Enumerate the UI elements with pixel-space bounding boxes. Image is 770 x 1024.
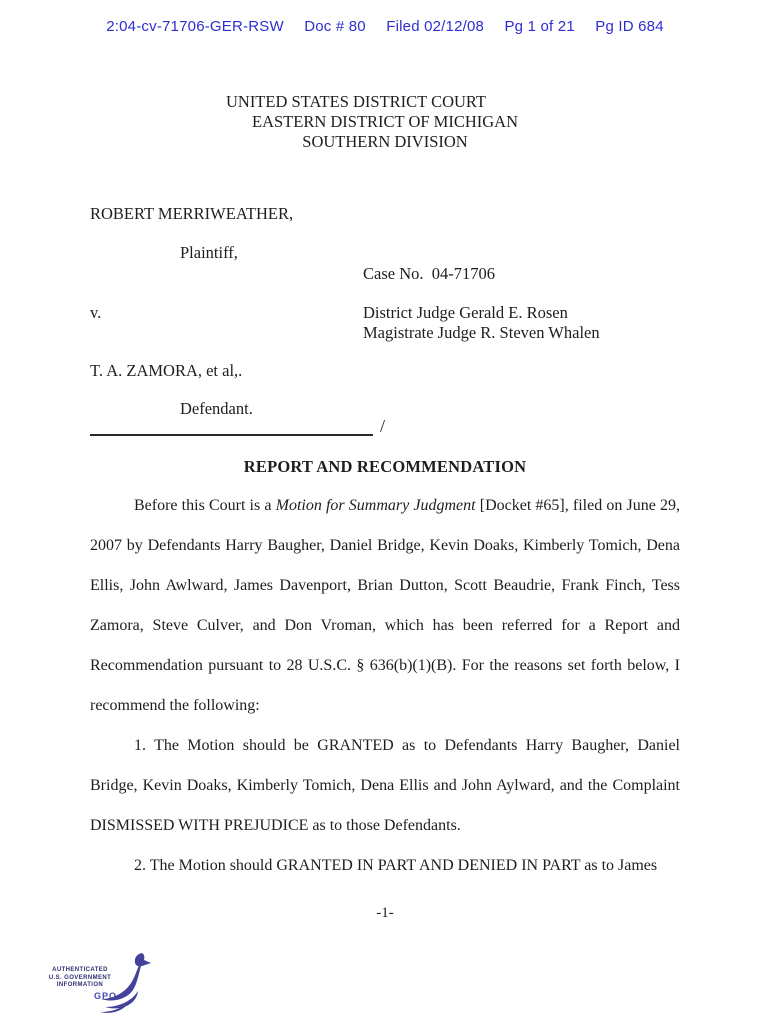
magistrate-judge-line: Magistrate Judge R. Steven Whalen — [363, 323, 600, 342]
seal-line-authenticated: AUTHENTICATED — [52, 967, 108, 973]
caption-separator-slash: / — [380, 416, 386, 436]
motion-title-italic: Motion for Summary Judgment — [275, 497, 476, 514]
recommendation-item-1: 1. The Motion should be GRANTED as to Defendants Harry Baugher, Daniel Bridge, Kevin Doaks, Kimberly Tomich, Dena Ellis and John Aylward, and the Complaint DISMISSED WITH PREJUDICE as to those Defendants. — [90, 737, 680, 834]
stamp-case-number: 2:04-cv-71706-GER-RSW — [106, 18, 284, 35]
seal-text-block — [44, 967, 116, 990]
seal-line-information: INFORMATION — [56, 982, 104, 988]
intro-text-before: Before this Court is a — [134, 497, 276, 514]
page-number: -1- — [376, 905, 394, 921]
gpo-acronym-label: GPO — [94, 991, 118, 1001]
gpo-authentication-seal — [38, 958, 158, 1018]
versus-label: v. — [90, 303, 102, 322]
docket-stamp — [0, 18, 770, 35]
stamp-page-id: Pg ID 684 — [595, 18, 664, 35]
stamp-doc-number: Doc # 80 — [304, 18, 366, 35]
paragraph-intro — [90, 486, 680, 726]
report-heading: REPORT AND RECOMMENDATION — [243, 457, 527, 476]
stamp-filed-date: Filed 02/12/08 — [386, 18, 485, 35]
court-district-line: EASTERN DISTRICT OF MICHIGAN — [252, 112, 518, 131]
defendant-role-label: Defendant. — [180, 399, 253, 418]
stamp-page-count: Pg 1 of 21 — [504, 18, 575, 35]
plaintiff-role-label: Plaintiff, — [180, 243, 238, 262]
recommendation-item-2: 2. The Motion should GRANTED IN PART AND DENIED IN PART as to James — [134, 857, 658, 874]
intro-text-after: [Docket #65], filed on June 29, 2007 by Defendants Harry Baugher, Daniel Bridge, Kevin Doaks, Kimberly Tomich, Dena Ellis, John Awlward, James Davenport, Brian Dutton, Scott Beaudrie, Frank Finch, Tess Zamora, Steve Culver, and Don Vroman, which has been referred for a Report and Recommendation pursuant to 28 U.S.C. § 636(b)(1)(B). For the reasons set forth below, I recommend the following: — [90, 497, 680, 714]
plaintiff-name: ROBERT MERRIWEATHER, — [90, 204, 294, 223]
caption-separator-line — [90, 418, 373, 436]
district-judge-line: District Judge Gerald E. Rosen — [363, 303, 568, 322]
document-body — [90, 486, 680, 886]
court-division-line: SOUTHERN DIVISION — [302, 132, 468, 151]
case-number: Case No. 04-71706 — [363, 264, 495, 283]
court-name-line: UNITED STATES DISTRICT COURT — [225, 92, 486, 111]
court-title-block — [0, 92, 770, 152]
defendant-name: T. A. ZAMORA, et al,. — [90, 361, 243, 380]
seal-line-government: U.S. GOVERNMENT — [48, 974, 112, 981]
